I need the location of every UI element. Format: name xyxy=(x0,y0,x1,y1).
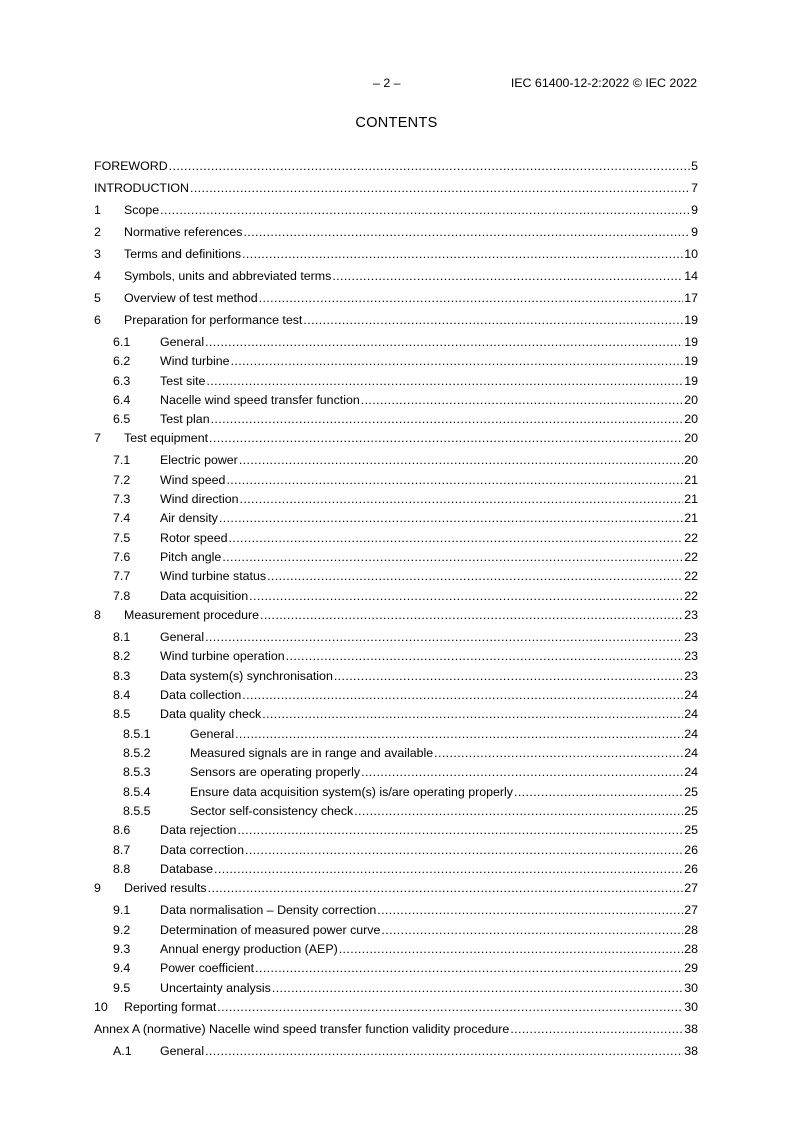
toc-entry-number: 7.5 xyxy=(113,531,131,545)
toc-dot-leader xyxy=(206,373,683,389)
toc-entry[interactable] xyxy=(94,373,698,389)
toc-dot-leader xyxy=(334,668,683,684)
toc-entry[interactable] xyxy=(94,392,698,408)
toc-entry-title: Database xyxy=(160,862,214,876)
toc-entry[interactable] xyxy=(94,861,698,877)
toc-entry[interactable] xyxy=(94,290,698,306)
table-of-contents xyxy=(94,0,698,1122)
toc-dot-leader xyxy=(205,1043,683,1059)
toc-entry-number: 8.5.4 xyxy=(123,785,151,799)
toc-entry-title: Electric power xyxy=(160,453,238,467)
toc-entry[interactable] xyxy=(94,842,698,858)
toc-entry[interactable] xyxy=(94,822,698,838)
toc-dot-leader xyxy=(303,312,683,328)
toc-entry-title: Annex A (normative) Nacelle wind speed transfer function validity procedure xyxy=(94,1022,510,1036)
toc-entry[interactable] xyxy=(94,687,698,703)
toc-entry-title: Sensors are operating properly xyxy=(190,765,361,779)
toc-entry-page: 23 xyxy=(684,608,698,622)
toc-entry-title: Wind direction xyxy=(160,492,239,506)
toc-entry-page: 19 xyxy=(684,354,698,368)
toc-dot-leader xyxy=(332,268,683,284)
toc-dot-leader xyxy=(239,452,683,468)
toc-entry-page: 9 xyxy=(691,225,698,239)
toc-dot-leader xyxy=(217,999,683,1015)
toc-entry-title: Derived results xyxy=(124,881,207,895)
toc-entry-number: 6.1 xyxy=(113,335,131,349)
toc-dot-leader xyxy=(205,334,683,350)
toc-entry-title: Nacelle wind speed transfer function xyxy=(160,393,360,407)
toc-entry-page: 9 xyxy=(691,203,698,217)
toc-entry-page: 27 xyxy=(684,903,698,917)
toc-entry[interactable] xyxy=(94,648,698,664)
toc-entry-page: 22 xyxy=(684,589,698,603)
toc-entry[interactable] xyxy=(94,411,698,427)
toc-entry[interactable] xyxy=(94,588,698,604)
toc-entry-page: 20 xyxy=(684,431,698,445)
toc-entry[interactable] xyxy=(94,1043,698,1059)
toc-entry-page: 28 xyxy=(684,923,698,937)
toc-entry[interactable] xyxy=(94,880,698,896)
toc-entry[interactable] xyxy=(94,668,698,684)
toc-dot-leader xyxy=(259,290,684,306)
toc-entry-page: 38 xyxy=(684,1022,698,1036)
toc-entry-page: 28 xyxy=(684,942,698,956)
toc-entry[interactable] xyxy=(94,902,698,918)
toc-dot-leader xyxy=(510,1021,683,1037)
toc-dot-leader xyxy=(434,745,683,761)
toc-entry-title: Normative references xyxy=(124,225,243,239)
toc-entry-page: 14 xyxy=(684,269,698,283)
toc-entry-number: 7.1 xyxy=(113,453,131,467)
toc-entry-number: 3 xyxy=(94,247,101,261)
toc-entry-title: Power coefficient xyxy=(160,961,255,975)
toc-entry-number: 4 xyxy=(94,269,101,283)
toc-entry-number: 7.8 xyxy=(113,589,131,603)
toc-entry[interactable] xyxy=(94,312,698,328)
toc-entry-title: Rotor speed xyxy=(160,531,228,545)
toc-dot-leader xyxy=(205,629,683,645)
toc-entry-title: Wind turbine xyxy=(160,354,230,368)
toc-entry[interactable] xyxy=(94,530,698,546)
toc-entry-title: General xyxy=(160,630,205,644)
toc-entry-title: INTRODUCTION xyxy=(94,181,189,195)
toc-entry-number: 6.2 xyxy=(113,354,131,368)
toc-entry[interactable] xyxy=(94,745,698,761)
toc-entry-title: Preparation for performance test xyxy=(124,313,303,327)
toc-entry[interactable] xyxy=(94,607,698,623)
toc-dot-leader xyxy=(361,764,683,780)
toc-entry-number: 5 xyxy=(94,291,101,305)
toc-entry[interactable] xyxy=(94,784,698,800)
toc-entry-title: General xyxy=(160,335,205,349)
toc-entry-number: 8.5.5 xyxy=(123,804,151,818)
toc-entry[interactable] xyxy=(94,999,698,1015)
toc-entry-page: 38 xyxy=(684,1044,698,1058)
toc-dot-leader xyxy=(190,180,690,196)
toc-entry-number: 7.6 xyxy=(113,550,131,564)
toc-dot-leader xyxy=(381,922,683,938)
toc-dot-leader xyxy=(231,353,684,369)
toc-entry-title: Wind speed xyxy=(160,473,226,487)
toc-entry-page: 20 xyxy=(684,453,698,467)
toc-entry-number: 6.3 xyxy=(113,374,131,388)
toc-entry-page: 19 xyxy=(684,313,698,327)
toc-entry-number: 10 xyxy=(94,1000,108,1014)
toc-entry-number: 9 xyxy=(94,881,101,895)
toc-entry-title: Overview of test method xyxy=(124,291,258,305)
toc-entry-number: 8.5.2 xyxy=(123,746,151,760)
toc-entry[interactable] xyxy=(94,726,698,742)
toc-entry-number: 7.3 xyxy=(113,492,131,506)
toc-entry[interactable] xyxy=(94,764,698,780)
toc-dot-leader xyxy=(339,941,683,957)
toc-entry[interactable] xyxy=(94,629,698,645)
toc-entry-page: 23 xyxy=(684,649,698,663)
toc-entry-number: 8.3 xyxy=(113,669,131,683)
toc-entry-number: 8.6 xyxy=(113,823,131,837)
toc-entry-title: Data system(s) synchronisation xyxy=(160,669,333,683)
toc-entry-title: Measured signals are in range and available xyxy=(190,746,434,760)
toc-entry-page: 21 xyxy=(684,492,698,506)
toc-entry-page: 27 xyxy=(684,881,698,895)
toc-entry-number: 7 xyxy=(94,431,101,445)
toc-dot-leader xyxy=(377,902,683,918)
toc-entry-page: 19 xyxy=(684,335,698,349)
toc-entry-page: 20 xyxy=(684,412,698,426)
toc-entry-page: 21 xyxy=(684,511,698,525)
toc-dot-leader xyxy=(245,842,683,858)
toc-entry-page: 22 xyxy=(684,550,698,564)
toc-entry-title: Reporting format xyxy=(124,1000,217,1014)
toc-entry-title: Wind turbine operation xyxy=(160,649,285,663)
toc-entry-number: 8.5 xyxy=(113,707,131,721)
toc-entry[interactable] xyxy=(94,452,698,468)
toc-entry-number: 6.5 xyxy=(113,412,131,426)
toc-entry[interactable] xyxy=(94,246,698,262)
toc-dot-leader xyxy=(354,803,683,819)
toc-entry-title: Terms and definitions xyxy=(124,247,242,261)
toc-entry[interactable] xyxy=(94,568,698,584)
toc-dot-leader xyxy=(211,411,684,427)
toc-entry-title: Annual energy production (AEP) xyxy=(160,942,338,956)
toc-entry-page: 25 xyxy=(684,823,698,837)
toc-entry-title: Data collection xyxy=(160,688,242,702)
toc-entry-title: Wind turbine status xyxy=(160,569,267,583)
toc-entry-page: 24 xyxy=(684,688,698,702)
toc-entry-title: Data quality check xyxy=(160,707,262,721)
toc-entry-number: 9.2 xyxy=(113,923,131,937)
toc-entry-page: 30 xyxy=(684,981,698,995)
toc-entry-page: 5 xyxy=(691,159,698,173)
toc-entry-title: Test plan xyxy=(160,412,210,426)
toc-entry-page: 22 xyxy=(684,531,698,545)
toc-entry-page: 23 xyxy=(684,630,698,644)
toc-entry-title: Scope xyxy=(124,203,160,217)
toc-dot-leader xyxy=(226,472,683,488)
toc-entry-title: General xyxy=(160,1044,205,1058)
toc-entry-page: 22 xyxy=(684,569,698,583)
toc-entry[interactable] xyxy=(94,353,698,369)
toc-dot-leader xyxy=(262,706,683,722)
toc-entry-number: 8.4 xyxy=(113,688,131,702)
toc-dot-leader xyxy=(240,491,684,507)
toc-entry-page: 25 xyxy=(684,804,698,818)
toc-dot-leader xyxy=(214,861,683,877)
toc-entry-page: 23 xyxy=(684,669,698,683)
toc-entry[interactable] xyxy=(94,158,698,174)
toc-entry-title: Ensure data acquisition system(s) is/are operating properly xyxy=(190,785,513,799)
toc-entry-title: Data correction xyxy=(160,843,245,857)
toc-entry-number: A.1 xyxy=(113,1044,132,1058)
toc-entry-title: Determination of measured power curve xyxy=(160,923,381,937)
toc-entry-title: Symbols, units and abbreviated terms xyxy=(124,269,332,283)
toc-entry-number: 7.2 xyxy=(113,473,131,487)
toc-dot-leader xyxy=(255,960,683,976)
toc-dot-leader xyxy=(237,822,683,838)
toc-dot-leader xyxy=(286,648,684,664)
toc-entry[interactable] xyxy=(94,1021,698,1037)
toc-entry-number: 7.7 xyxy=(113,569,131,583)
toc-dot-leader xyxy=(272,980,683,996)
toc-entry-title: Pitch angle xyxy=(160,550,222,564)
toc-dot-leader xyxy=(514,784,683,800)
toc-entry[interactable] xyxy=(94,980,698,996)
toc-entry-number: 8.1 xyxy=(113,630,131,644)
toc-entry-page: 29 xyxy=(684,961,698,975)
toc-dot-leader xyxy=(229,530,684,546)
document-reference: IEC 61400-12-2:2022 © IEC 2022 xyxy=(510,76,697,90)
toc-entry-page: 21 xyxy=(684,473,698,487)
toc-entry-number: 8.8 xyxy=(113,862,131,876)
toc-entry[interactable] xyxy=(94,803,698,819)
toc-entry[interactable] xyxy=(94,491,698,507)
toc-entry[interactable] xyxy=(94,268,698,284)
contents-title: CONTENTS xyxy=(355,115,438,131)
toc-entry-number: 8.7 xyxy=(113,843,131,857)
toc-entry-number: 8.5.1 xyxy=(123,727,151,741)
toc-entry-number: 2 xyxy=(94,225,101,239)
toc-entry[interactable] xyxy=(94,706,698,722)
toc-entry-page: 19 xyxy=(684,374,698,388)
toc-entry-page: 24 xyxy=(684,727,698,741)
toc-entry[interactable] xyxy=(94,922,698,938)
toc-entry-page: 26 xyxy=(684,843,698,857)
toc-entry-title: General xyxy=(190,727,235,741)
toc-entry-number: 6.4 xyxy=(113,393,131,407)
toc-entry-page: 7 xyxy=(691,181,698,195)
toc-entry-title: FOREWORD xyxy=(94,159,168,173)
toc-entry-title: Sector self-consistency check xyxy=(190,804,354,818)
toc-entry-number: 9.5 xyxy=(113,981,131,995)
toc-entry-title: Data rejection xyxy=(160,823,237,837)
toc-dot-leader xyxy=(249,588,683,604)
toc-entry-number: 6 xyxy=(94,313,101,327)
toc-entry-number: 7.4 xyxy=(113,511,131,525)
page-number: – 2 – xyxy=(373,76,401,90)
toc-dot-leader xyxy=(160,202,690,218)
toc-entry-page: 24 xyxy=(684,746,698,760)
toc-entry[interactable] xyxy=(94,334,698,350)
toc-entry-page: 26 xyxy=(684,862,698,876)
toc-entry-number: 1 xyxy=(94,203,101,217)
toc-dot-leader xyxy=(242,246,683,262)
toc-entry[interactable] xyxy=(94,202,698,218)
toc-entry[interactable] xyxy=(94,549,698,565)
toc-dot-leader xyxy=(208,880,684,896)
toc-entry[interactable] xyxy=(94,510,698,526)
toc-entry-title: Test site xyxy=(160,374,206,388)
toc-entry-number: 9.3 xyxy=(113,942,131,956)
toc-entry-page: 24 xyxy=(684,707,698,721)
toc-dot-leader xyxy=(243,224,690,240)
toc-entry[interactable] xyxy=(94,224,698,240)
toc-entry[interactable] xyxy=(94,941,698,957)
toc-entry-page: 17 xyxy=(684,291,698,305)
toc-dot-leader xyxy=(222,549,683,565)
toc-entry[interactable] xyxy=(94,472,698,488)
toc-entry[interactable] xyxy=(94,430,698,446)
toc-dot-leader xyxy=(209,430,683,446)
toc-entry-page: 10 xyxy=(684,247,698,261)
toc-entry-page: 24 xyxy=(684,765,698,779)
toc-entry-title: Test equipment xyxy=(124,431,209,445)
toc-entry-title: Measurement procedure xyxy=(124,608,259,622)
toc-dot-leader xyxy=(361,392,683,408)
toc-entry-number: 8 xyxy=(94,608,101,622)
toc-entry[interactable] xyxy=(94,180,698,196)
toc-dot-leader xyxy=(260,607,683,623)
toc-entry-number: 8.5.3 xyxy=(123,765,151,779)
toc-dot-leader xyxy=(219,510,683,526)
toc-entry-title: Air density xyxy=(160,511,218,525)
toc-entry[interactable] xyxy=(94,960,698,976)
toc-entry-number: 9.1 xyxy=(113,903,131,917)
toc-entry-page: 25 xyxy=(684,785,698,799)
toc-entry-title: Data acquisition xyxy=(160,589,249,603)
toc-entry-number: 9.4 xyxy=(113,961,131,975)
toc-entry-title: Data normalisation – Density correction xyxy=(160,903,377,917)
toc-entry-number: 8.2 xyxy=(113,649,131,663)
toc-dot-leader xyxy=(242,687,683,703)
toc-dot-leader xyxy=(235,726,683,742)
toc-dot-leader xyxy=(267,568,683,584)
toc-dot-leader xyxy=(169,158,690,174)
toc-entry-page: 20 xyxy=(684,393,698,407)
toc-entry-title: Uncertainty analysis xyxy=(160,981,271,995)
toc-entry-page: 30 xyxy=(684,1000,698,1014)
